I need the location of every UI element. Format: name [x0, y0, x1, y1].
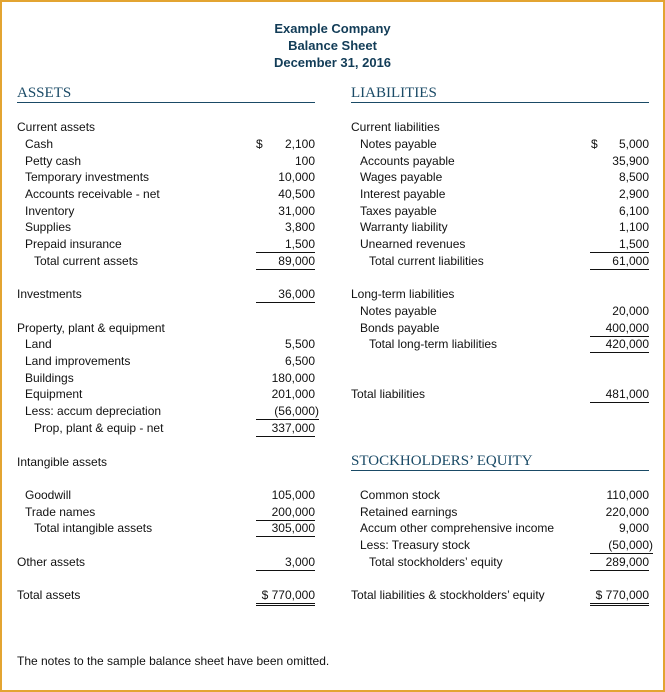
liability-label: Wages payable [360, 170, 443, 184]
ppe-total-label: Prop, plant & equip - net [34, 421, 164, 435]
total-longterm-liabilities-label: Total long-term liabilities [369, 337, 498, 351]
liability-value: 35,900 [612, 154, 649, 168]
ppe-label: Land improvements [25, 354, 131, 368]
statement-date: December 31, 2016 [273, 55, 392, 70]
liabilities-heading: LIABILITIES [351, 85, 437, 101]
equity-value: (50,000) [590, 538, 653, 554]
intangible-value: 200,000 [256, 505, 315, 521]
total-equity-value: 289,000 [590, 555, 649, 571]
intangible-heading: Intangible assets [17, 455, 108, 469]
longterm-value: 20,000 [612, 304, 649, 318]
equity-value: 9,000 [618, 521, 649, 535]
equity-value: 220,000 [605, 505, 649, 519]
investments-label: Investments [17, 287, 82, 301]
ppe-value: (56,000) [256, 404, 319, 420]
liability-value: 8,500 [618, 170, 649, 184]
equity-heading: STOCKHOLDERS’ EQUITY [351, 453, 533, 469]
total-current-assets-label: Total current assets [34, 254, 139, 268]
equity-label: Accum other comprehensive income [360, 521, 555, 535]
intangible-label: Trade names [25, 505, 96, 519]
ppe-value: 6,500 [284, 354, 315, 368]
equity-heading-rule [351, 470, 649, 471]
currency-symbol: $ [256, 137, 263, 151]
ppe-label: Land [25, 337, 52, 351]
liability-value: 6,100 [618, 204, 649, 218]
ppe-label: Equipment [25, 387, 83, 401]
total-liabilities-equity-value: $ 770,000 [590, 588, 649, 606]
asset-value: 100 [294, 154, 315, 168]
equity-label: Less: Treasury stock [360, 538, 471, 552]
total-liabilities-equity-label: Total liabilities & stockholders’ equity [351, 588, 545, 602]
asset-label: Inventory [25, 204, 75, 218]
asset-value: 40,500 [278, 187, 315, 201]
currency-symbol: $ [591, 137, 598, 151]
total-assets-label: Total assets [17, 588, 81, 602]
liabilities-heading-rule [351, 102, 649, 103]
asset-label: Prepaid insurance [25, 237, 122, 251]
assets-heading: ASSETS [17, 85, 72, 101]
equity-value: 110,000 [606, 488, 649, 502]
other-assets-value: 3,000 [256, 555, 315, 571]
total-liabilities-value: 481,000 [590, 387, 649, 403]
statement-title: Balance Sheet [288, 38, 377, 53]
liability-label: Notes payable [360, 137, 437, 151]
equity-label: Common stock [360, 488, 441, 502]
statement-header [0, 20, 665, 71]
assets-heading-rule [17, 102, 315, 103]
total-liabilities-label: Total liabilities [351, 387, 426, 401]
longterm-label: Bonds payable [360, 321, 440, 335]
total-equity-label: Total stockholders’ equity [369, 555, 503, 569]
ppe-label: Less: accum depreciation [25, 404, 162, 418]
current-liabilities-heading: Current liabilities [351, 120, 440, 134]
liability-value: 1,500 [590, 237, 649, 253]
ppe-heading: Property, plant & equipment [17, 321, 165, 335]
liability-label: Accounts payable [360, 154, 455, 168]
ppe-value: 201,000 [271, 387, 315, 401]
asset-label: Cash [25, 137, 54, 151]
asset-value: 1,500 [256, 237, 315, 253]
liability-value: 1,100 [618, 220, 649, 234]
investments-value: 36,000 [256, 287, 315, 303]
intangible-total-label: Total intangible assets [34, 521, 153, 535]
liability-label: Interest payable [360, 187, 446, 201]
ppe-value: 5,500 [284, 337, 315, 351]
longterm-liabilities-heading: Long-term liabilities [351, 287, 455, 301]
current-assets-heading: Current assets [17, 120, 96, 134]
liability-label: Warranty liability [360, 220, 448, 234]
asset-label: Supplies [25, 220, 72, 234]
liability-value: 2,900 [618, 187, 649, 201]
liability-value: 5,000 [618, 137, 649, 151]
ppe-value: 180,000 [271, 371, 315, 385]
asset-value: 10,000 [278, 170, 315, 184]
total-current-assets-value: 89,000 [256, 254, 315, 270]
intangible-value: 105,000 [271, 488, 315, 502]
asset-label: Petty cash [25, 154, 82, 168]
asset-label: Temporary investments [25, 170, 150, 184]
longterm-label: Notes payable [360, 304, 437, 318]
asset-value: 2,100 [284, 137, 315, 151]
other-assets-label: Other assets [17, 555, 86, 569]
footnote: The notes to the sample balance sheet have been omitted. [17, 654, 330, 668]
total-longterm-liabilities-value: 420,000 [590, 337, 649, 353]
total-current-liabilities-value: 61,000 [590, 254, 649, 270]
ppe-label: Buildings [25, 371, 74, 385]
intangible-total-value: 305,000 [256, 521, 315, 537]
asset-value: 3,800 [284, 220, 315, 234]
asset-label: Accounts receivable - net [25, 187, 160, 201]
equity-label: Retained earnings [360, 505, 458, 519]
intangible-label: Goodwill [25, 488, 72, 502]
total-current-liabilities-label: Total current liabilities [369, 254, 484, 268]
longterm-value: 400,000 [590, 321, 649, 337]
company-name: Example Company [274, 21, 391, 36]
liability-label: Taxes payable [360, 204, 437, 218]
ppe-total-value: 337,000 [256, 421, 315, 437]
liability-label: Unearned revenues [360, 237, 466, 251]
total-assets-value: $ 770,000 [256, 588, 315, 606]
asset-value: 31,000 [278, 204, 315, 218]
